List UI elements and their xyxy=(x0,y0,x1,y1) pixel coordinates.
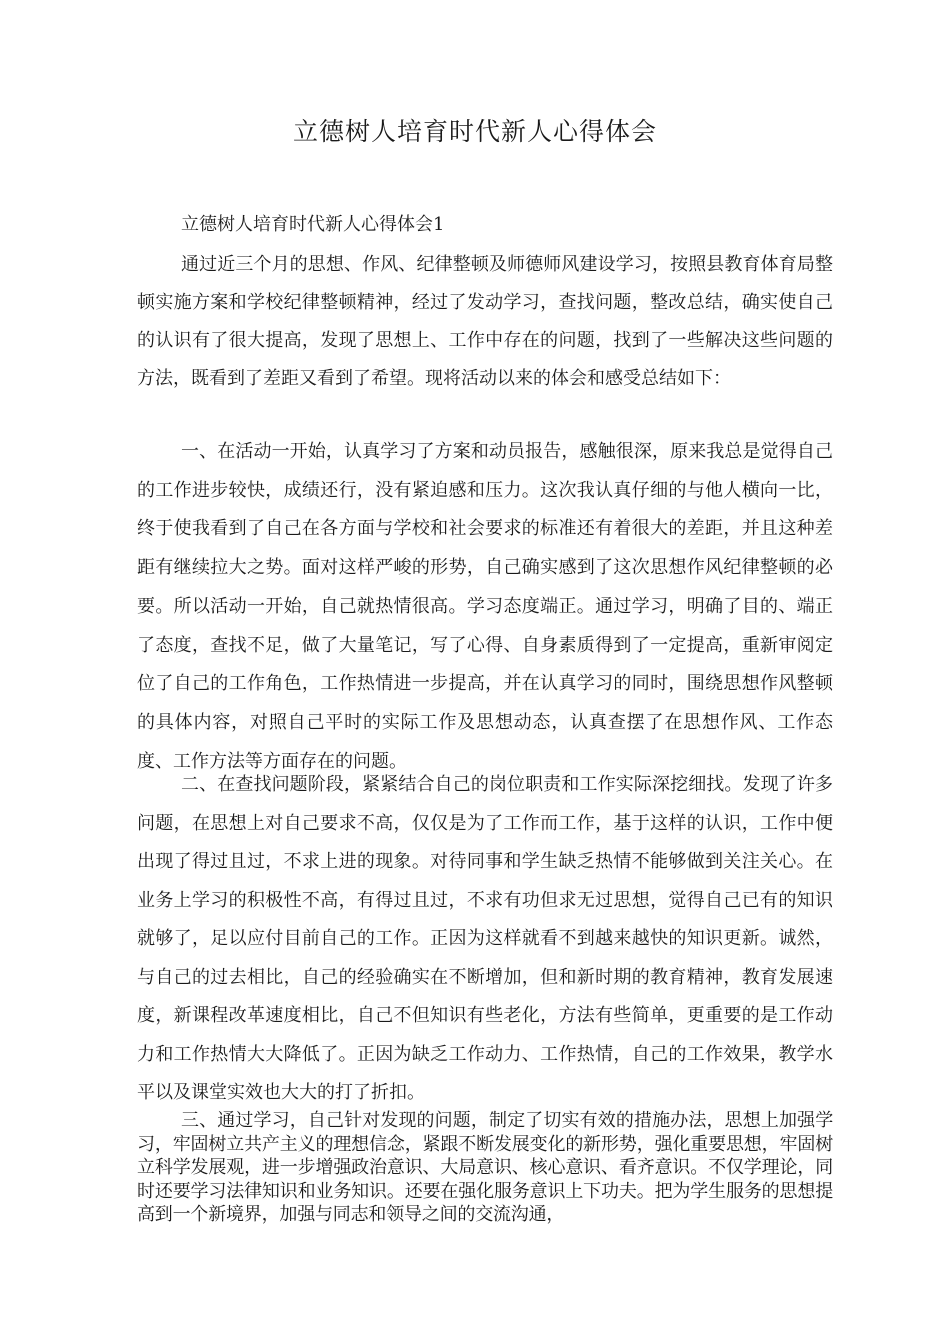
body-paragraph-4: 三、通过学习，自己针对发现的问题，制定了切实有效的措施办法，思想上加强学习，牢固树立共产主义的理想信念，紧跟不断发展变化的新形势，强化重要思想，牢固树立科学发展观，进一步增强政治意识、大局意识、核心意识、看齐意识。不仅学理论，同时还要学习法律知识和业务知识。还要在强化服务意识上下功夫。把为学生服务的思想提高到一个新境界，加强与同志和领导之间的交流沟通， xyxy=(137,1110,833,1226)
document-title: 立德树人培育时代新人心得体会 xyxy=(292,117,657,146)
section-subtitle: 立德树人培育时代新人心得体会1 xyxy=(181,214,445,235)
body-paragraph-3: 二、在查找问题阶段，紧紧结合自己的岗位职责和工作实际深挖细找。发现了许多问题，在思想上对自己要求不高，仅仅是为了工作而工作，基于这样的认识，工作中便出现了得过且过，不求上进的现象。对待同事和学生缺乏热情不能够做到关注关心。在业务上学习的积极性不高，有得过且过，不求有功但求无过思想，觉得自己已有的知识就够了，足以应付目前自己的工作。正因为这样就看不到越来越快的知识更新。诚然，与自己的过去相比，自己的经验确实在不断增加，但和新时期的教育精神，教育发展速度，新课程改革速度相比，自己不但知识有些老化，方法有些简单，更重要的是工作动力和工作热情大大降低了。正因为缺乏工作动力、工作热情，自己的工作效果，教学水平以及课堂实效也大大的打了折扣。 xyxy=(137,774,833,1103)
body-paragraph-2: 一、在活动一开始，认真学习了方案和动员报告，感触很深，原来我总是觉得自己的工作进步较快，成绩还行，没有紧迫感和压力。这次我认真仔细的与他人横向一比，终于使我看到了自己在各方面与学校和社会要求的标准还有着很大的差距，并且这种差距有继续拉大之势。面对这样严峻的形势，自己确实感到了这次思想作风纪律整顿的必要。所以活动一开始，自己就热情很高。学习态度端正。通过学习，明确了目的、端正了态度，查找不足，做了大量笔记，写了心得、自身素质得到了一定提高，重新审阅定位了自己的工作角色，工作热情进一步提高，并在认真学习的同时，围绕思想作风整顿的具体内容，对照自己平时的实际工作及思想动态，认真查摆了在思想作风、工作态度、工作方法等方面存在的问题。 xyxy=(137,441,833,772)
body-paragraph-1: 通过近三个月的思想、作风、纪律整顿及师德师风建设学习，按照县教育体育局整顿实施方案和学校纪律整顿精神，经过了发动学习，查找问题，整改总结，确实使自己的认识有了很大提高，发现了思想上、工作中存在的问题，找到了一些解决这些问题的方法，既看到了差距又看到了希望。现将活动以来的体会和感受总结如下： xyxy=(137,254,833,389)
